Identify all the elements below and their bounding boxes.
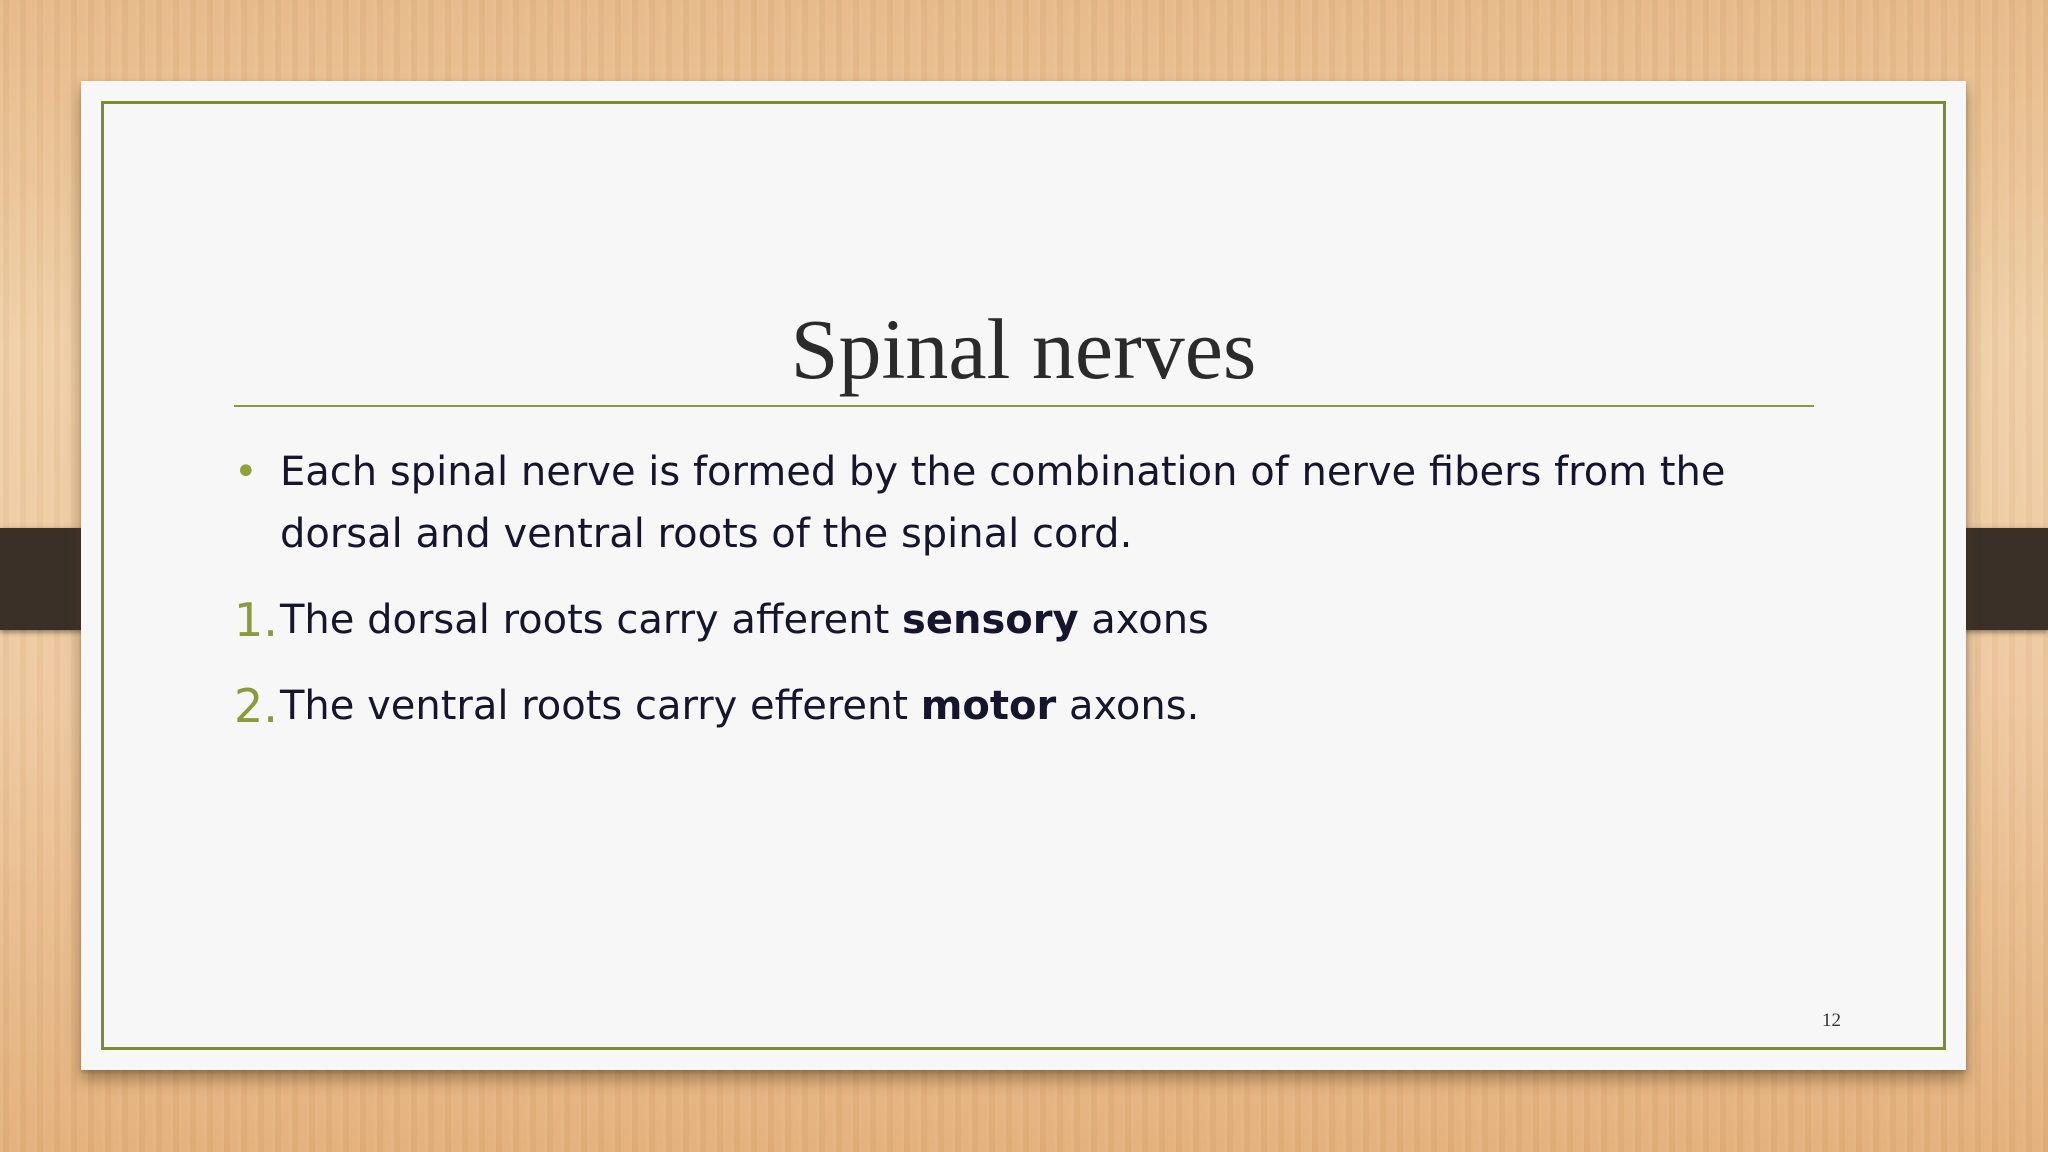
- page-number: 12: [1822, 1010, 1841, 1031]
- number-marker: 1.: [234, 593, 278, 647]
- numbered-text-bold: sensory: [902, 597, 1079, 643]
- slide-title: Spinal nerves: [790, 301, 1257, 397]
- bullet-text: Each spinal nerve is formed by the combination of nerve fibers from the dorsal and ventral roots of the spinal cord.: [280, 449, 1726, 557]
- title-divider: [234, 405, 1814, 407]
- bullet-dot-icon: •: [234, 449, 258, 495]
- numbered-text-bold: motor: [920, 683, 1057, 729]
- number-marker: 2.: [234, 679, 278, 733]
- numbered-text-before: The dorsal roots carry afferent: [280, 597, 903, 643]
- slide-content: [234, 441, 1824, 737]
- bullet-item: [234, 441, 1824, 565]
- numbered-item-2: [234, 675, 1824, 737]
- numbered-item-1: [234, 589, 1824, 651]
- numbered-text-after: axons.: [1056, 683, 1200, 729]
- numbered-text-after: axons: [1078, 597, 1209, 643]
- numbered-text-before: The ventral roots carry efferent: [280, 683, 921, 729]
- slide: [81, 81, 1966, 1070]
